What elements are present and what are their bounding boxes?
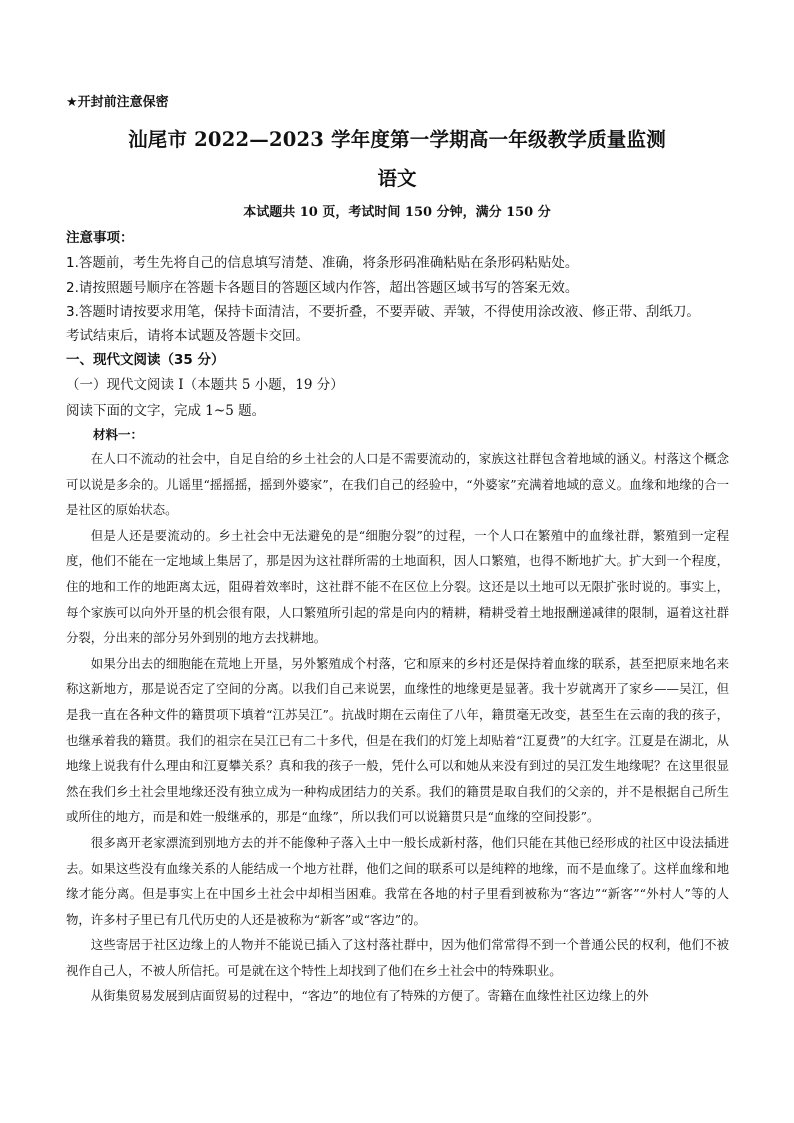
subject-title: 语文 [377,167,417,190]
passage-paragraph: 如果分出去的细胞能在荒地上开垦，另外繁殖成个村落，它和原来的乡村还是保持着血缘的联系，甚至把原来地名来称这新地方，那是说否定了空间的分离。以我们自己来说罢，血缘性的地缘更是显著。我十岁就离开了家乡——吴江，但是我一直在各种文件的籍贯项下填着“江苏吴江”。抗战时期在云南住了八年，籍贯毫无改变，甚至生在云南的我的孩子，也继承着我的籍贯。我们的祖宗在吴江已有二十多代，但是在我们的灯笼上却贴着“江夏费”的大红字。江夏是在湖北，从地缘上说我有什么理由和江夏攀关系？真和我的孩子一般，凭什么可以和她从来没有到过的吴江发生地缘呢？在这里很显然在我们乡土社会里地缘还没有独立成为一种构成团结力的关系。我们的籍贯是取自我们的父亲的，并不是根据自己所生或所住的地方，而是和姓一般继承的，那是“血缘”，所以我们可以说籍贯只是“血缘的空间投影”。 [66,655,729,825]
passage-paragraph: 这些寄居于社区边缘上的人物并不能说已插入了这村落社群中，因为他们常常得不到一个普通公民的权利，他们不被视作自己人，不被人所信托。可是就在这个特性上却找到了他们在乡土社会中的特殊职业。 [66,937,729,978]
reading-passage [66,446,729,1009]
notice-item: 2.请按照题号顺序在答题卡各题目的答题区域内作答，超出答题区域书写的答案无效。 [66,280,579,296]
passage-paragraph: 从街集贸易发展到店面贸易的过程中，“客边”的地位有了特殊的方便了。寄籍在血缘性社区边缘上的外 [90,988,649,1004]
exam-title: 汕尾市 2022—2023 学年度第一学期高一年级教学质量监测 [128,128,666,151]
passage-paragraph: 很多离开老家漂流到别地方去的并不能像种子落入土中一般长成新村落，他们只能在其他已经形成的社区中设法插进去。如果这些没有血缘关系的人能结成一个地方社群，他们之间的联系可以是纯粹的地缘，而不是血缘了。这样血缘和地缘才能分离。但是事实上在中国乡土社会中却相当困难。我常在各地的村子里看到被称为“客边”“新客”“外村人”等的人物，许多村子里已有几代历史的人还是被称为“新客”或“客边”的。 [66,834,729,927]
reading-instruction: 阅读下面的文字，完成 1~5 题。 [66,403,266,419]
notice-item: 3.答题时请按要求用笔，保持卡面清洁，不要折叠，不要弄破、弄皱，不得使用涂改液、修正带、刮纸刀。 [66,304,700,320]
subsection-heading: （一）现代文阅读 I（本题共 5 小题，19 分） [66,377,344,393]
passage-paragraph: 但是人还是要流动的。乡土社会中无法避免的是“细胞分裂”的过程，一个人口在繁殖中的血缘社群，繁殖到一定程度，他们不能在一定地域上集居了，那是因为这社群所需的土地面积，因人口繁殖，也得不断地扩大。扩大到一个程度，住的地和工作的地距离太远，阻碍着效率时，这社群不能不在区位上分裂。这还是以土地可以无限扩张时说的。事实上，每个家族可以向外开垦的机会很有限，人口繁殖所引起的常是向内的精耕，精耕受着土地报酬递减律的限制，逼着这社群分裂，分出来的部分另外到别的地方去找耕地。 [66,527,729,646]
notice-heading: 注意事项： [66,230,134,246]
passage-paragraph: 在人口不流动的社会中，自足自给的乡土社会的人口是不需要流动的，家族这社群包含着地域的涵义。村落这个概念可以说是多余的。儿谣里“摇摇摇，摇到外婆家”，在我们自己的经验中，“外婆家”充满着地域的意义。血缘和地缘的合一是社区的原始状态。 [66,451,729,518]
confidential-notice: ★开封前注意保密 [66,95,169,110]
notice-item: 考试结束后，请将本试题及答题卡交回。 [66,328,309,344]
material-label: 材料一： [93,427,144,442]
section-heading: 一、现代文阅读（35 分） [66,352,225,368]
exam-info: 本试题共 10 页，考试时间 150 分钟，满分 150 分 [243,205,551,220]
notice-item: 1.答题前，考生先将自己的信息填写清楚、准确，将条形码准确粘贴在条形码粘贴处。 [66,255,579,271]
